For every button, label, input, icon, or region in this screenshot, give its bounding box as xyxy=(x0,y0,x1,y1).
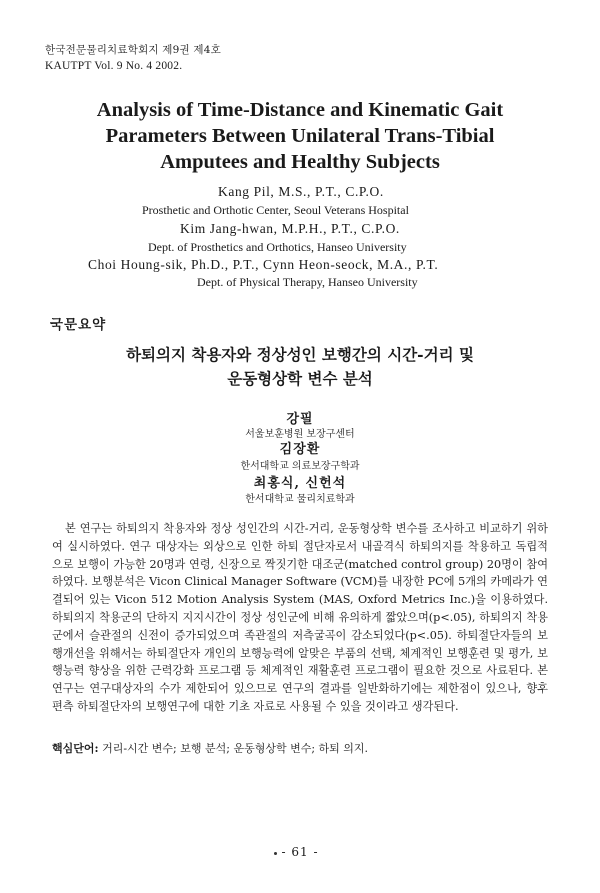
korean-author-name: 김장환 xyxy=(279,442,321,457)
author-name: Choi Houng-sik, Ph.D., P.T., Cynn Heon-seock, M.A., P.T. xyxy=(88,257,439,272)
korean-author-name: 최홍식, 신헌석 xyxy=(253,476,347,491)
korean-title-line: 하퇴의지 착용자와 정상성인 보행간의 시간-거리 및 xyxy=(126,345,474,364)
korean-author-affiliation: 한서대학교 물리치료학과 xyxy=(245,494,355,505)
author-affiliation: Prosthetic and Orthotic Center, Seoul Veterans Hospital xyxy=(142,203,409,217)
abstract-body: 본 연구는 하퇴의지 착용자와 정상 성인간의 시간-거리, 운동형상학 변수를 조사하고 비교하기 위하여 실시하였다. 연구 대상자는 외상으로 인한 하퇴 절단자로서 내골격식 하퇴의지를 착용하고 독립적으로 보행이 가능한 20명과 연령, 신장으로 짝짓기한 대조군(matched control group) 20명이 참여하였다. 보행분석은 Vicon Clinical Manager Software (VCM)를 내장한 PC에 5개의 카메라가 연결되어 있는 Vicon 512 Motion Analysis System (MAS, Oxford Metrics Inc.)을 이용하였다. 하퇴의지 착용군의 단하지 지지시간이 정상 성인군에 비해 유의하게 짧았으며(p<.05), 하퇴의지 착용군에서 슬관절의 신전이 증가되었으며 족관절의 저측굴곡이 감소되었다(p<.05). 하퇴절단자들의 보행개선을 위해서는 하퇴절단자 개인의 보행능력에 알맞은 부품의 선택, 체계적인 보행훈련 및 평가, 보행능력 향상을 위한 근력강화 프로그램 등 체계적인 재활훈련 프로그램이 필요한 것으로 사료된다. 본 연구는 연구대상자의 수가 제한되어 있으므로 연구의 결과를 일반화하기에는 제한점이 있으나, 향후 편측 하퇴절단자의 보행연구에 대한 기초 자료로 사용될 수 있을 것이라고 생각된다. xyxy=(52,522,548,713)
korean-title-line: 운동형상학 변수 분석 xyxy=(227,369,373,388)
journal-header-korean: 한국전문물리치료학회지 제9권 제4호 xyxy=(45,44,221,56)
journal-header-english: KAUTPT Vol. 9 No. 4 2002. xyxy=(45,60,183,72)
keywords-text: 거리-시간 변수; 보행 분석; 운동형상학 변수; 하퇴 의지. xyxy=(98,742,369,755)
section-heading-korean-abstract: 국문요약 xyxy=(50,317,107,333)
author-affiliation: Dept. of Prosthetics and Orthotics, Hanseo University xyxy=(148,240,407,254)
keywords-label: 핵심단어: xyxy=(52,742,99,755)
korean-author-name: 강필 xyxy=(286,412,314,427)
author-name: Kang Pil, M.S., P.T., C.P.O. xyxy=(218,184,384,199)
author-affiliation: Dept. of Physical Therapy, Hanseo University xyxy=(197,275,418,289)
paper-title xyxy=(40,97,560,175)
title-line: Amputees and Healthy Subjects xyxy=(160,151,440,173)
author-name: Kim Jang-hwan, M.P.H., P.T., C.P.O. xyxy=(180,221,400,236)
title-line: Parameters Between Unilateral Trans-Tibial xyxy=(105,125,495,147)
keywords xyxy=(52,740,368,756)
page-number: - 61 - xyxy=(281,845,319,859)
korean-author-affiliation: 서울보훈병원 보장구센터 xyxy=(245,429,355,440)
title-line: Analysis of Time-Distance and Kinematic Gait xyxy=(96,99,504,121)
korean-title xyxy=(40,343,560,391)
korean-author-affiliation: 한서대학교 의료보장구학과 xyxy=(240,461,360,472)
